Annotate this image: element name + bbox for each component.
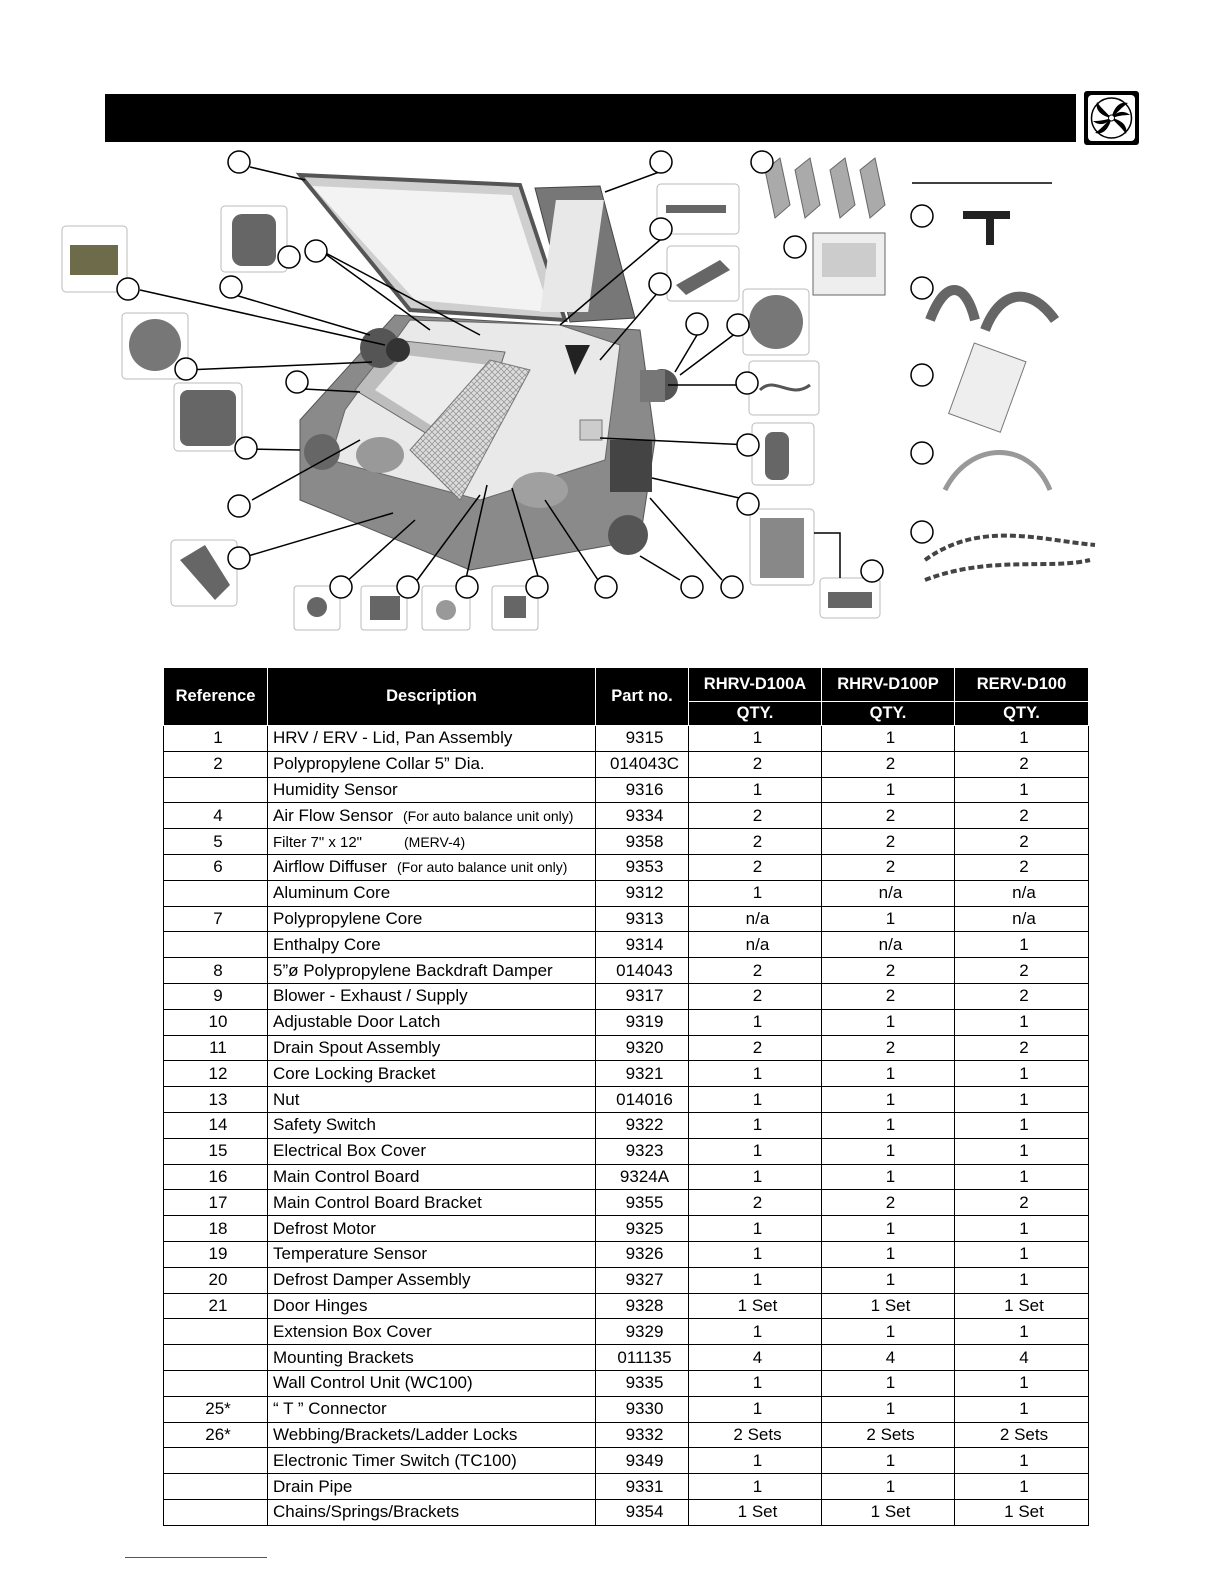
row-qty-2: 1 — [822, 1241, 955, 1267]
row-description — [268, 1267, 596, 1293]
row-description — [268, 1345, 596, 1371]
table-row — [164, 1035, 1089, 1061]
parts-table — [163, 667, 1089, 1526]
parts-table-body — [164, 726, 1089, 1526]
row-qty-2: 2 — [822, 1190, 955, 1216]
table-row — [164, 777, 1089, 803]
row-part-number: 9320 — [596, 1035, 689, 1061]
table-row — [164, 1293, 1089, 1319]
row-qty-2: 1 Set — [822, 1293, 955, 1319]
row-qty-2: 1 — [822, 1061, 955, 1087]
row-part-number: 9316 — [596, 777, 689, 803]
row-qty-2: 1 — [822, 1448, 955, 1474]
row-qty-3: 4 — [955, 1345, 1089, 1371]
row-description — [268, 854, 596, 880]
row-qty-3: 1 — [955, 1216, 1089, 1242]
row-qty-1: 1 — [689, 1138, 822, 1164]
row-qty-2: n/a — [822, 932, 955, 958]
row-description-text: Door Hinges — [273, 1295, 368, 1315]
header-reference: Reference — [164, 668, 268, 726]
row-description — [268, 1499, 596, 1525]
row-part-number: 9329 — [596, 1319, 689, 1345]
lid-inner-panel — [312, 186, 550, 312]
row-qty-2: 1 — [822, 777, 955, 803]
row-reference: 21 — [164, 1293, 268, 1319]
row-reference — [164, 1345, 268, 1371]
table-row — [164, 1319, 1089, 1345]
header-qty-3: QTY. — [955, 702, 1089, 726]
row-part-number: 9349 — [596, 1448, 689, 1474]
row-qty-3: 1 — [955, 1112, 1089, 1138]
row-qty-2: 1 — [822, 1112, 955, 1138]
row-reference: 11 — [164, 1035, 268, 1061]
row-part-number: 9313 — [596, 906, 689, 932]
row-part-number: 9355 — [596, 1190, 689, 1216]
table-row — [164, 854, 1089, 880]
row-qty-3: 1 — [955, 1061, 1089, 1087]
row-description-text: Humidity Sensor — [273, 779, 398, 799]
row-qty-2: 1 — [822, 1138, 955, 1164]
row-part-number: 9354 — [596, 1499, 689, 1525]
header-model-2: RHRV-D100P — [822, 668, 955, 702]
row-description-text: Wall Control Unit (WC100) — [273, 1373, 473, 1393]
row-reference: 10 — [164, 1009, 268, 1035]
row-qty-1: 4 — [689, 1345, 822, 1371]
row-reference: 26* — [164, 1422, 268, 1448]
row-description — [268, 1396, 596, 1422]
section-header-bar — [105, 94, 1076, 142]
table-row — [164, 829, 1089, 855]
row-qty-1: 1 — [689, 777, 822, 803]
row-description — [268, 1087, 596, 1113]
row-description-text: Nut — [273, 1089, 300, 1109]
table-row — [164, 1267, 1089, 1293]
row-qty-3: 1 — [955, 1241, 1089, 1267]
row-qty-1: 2 — [689, 1035, 822, 1061]
row-qty-2: 1 — [822, 906, 955, 932]
header-qty-2: QTY. — [822, 702, 955, 726]
row-qty-3: 1 — [955, 1319, 1089, 1345]
row-part-number: 9315 — [596, 726, 689, 752]
row-qty-2: 1 — [822, 726, 955, 752]
row-qty-1: 2 — [689, 854, 822, 880]
row-qty-3: 1 — [955, 1138, 1089, 1164]
row-reference — [164, 1448, 268, 1474]
table-row — [164, 1009, 1089, 1035]
row-description — [268, 880, 596, 906]
row-qty-1: 2 Sets — [689, 1422, 822, 1448]
row-description-text: Electronic Timer Switch (TC100) — [273, 1450, 517, 1470]
table-row — [164, 1138, 1089, 1164]
row-qty-2: 1 — [822, 1216, 955, 1242]
row-reference — [164, 1474, 268, 1500]
row-qty-2: 1 — [822, 1474, 955, 1500]
row-description-text: Electrical Box Cover — [273, 1141, 427, 1161]
row-qty-3: 2 — [955, 803, 1089, 829]
table-row — [164, 1190, 1089, 1216]
row-description — [268, 1112, 596, 1138]
row-qty-1: 2 — [689, 958, 822, 984]
row-description-note: (MERV-4) — [404, 833, 466, 850]
row-description — [268, 1474, 596, 1500]
table-row — [164, 958, 1089, 984]
row-qty-1: 1 — [689, 1112, 822, 1138]
row-description — [268, 1035, 596, 1061]
row-reference: 25* — [164, 1396, 268, 1422]
row-qty-1: 1 — [689, 1164, 822, 1190]
table-row — [164, 983, 1089, 1009]
row-reference — [164, 1499, 268, 1525]
row-description — [268, 726, 596, 752]
row-qty-3: 2 — [955, 1190, 1089, 1216]
row-description-note: (For auto balance unit only) — [397, 859, 568, 876]
row-description — [268, 958, 596, 984]
row-qty-1: 1 — [689, 1370, 822, 1396]
row-description — [268, 1370, 596, 1396]
row-description-text: Drain Pipe — [273, 1476, 353, 1496]
row-description-text: HRV / ERV - Lid, Pan Assembly — [273, 728, 513, 748]
row-part-number: 9327 — [596, 1267, 689, 1293]
row-qty-1: 1 — [689, 1448, 822, 1474]
row-qty-2: 2 — [822, 751, 955, 777]
row-qty-3: 2 — [955, 751, 1089, 777]
row-qty-3: 1 — [955, 1396, 1089, 1422]
row-qty-2: 2 — [822, 958, 955, 984]
row-description-text: Airflow Diffuser — [273, 857, 387, 877]
row-qty-2: 2 — [822, 829, 955, 855]
row-qty-1: 1 — [689, 1216, 822, 1242]
row-description-text: Temperature Sensor — [273, 1244, 428, 1264]
row-description-text: 5”ø Polypropylene Backdraft Damper — [273, 960, 553, 980]
row-reference: 9 — [164, 983, 268, 1009]
row-qty-1: 2 — [689, 1190, 822, 1216]
table-row — [164, 1422, 1089, 1448]
row-qty-1: 1 — [689, 880, 822, 906]
row-part-number: 9325 — [596, 1216, 689, 1242]
row-reference: 6 — [164, 854, 268, 880]
row-qty-3: 1 — [955, 932, 1089, 958]
row-qty-1: 2 — [689, 751, 822, 777]
row-part-number: 011135 — [596, 1345, 689, 1371]
row-qty-2: 2 — [822, 1035, 955, 1061]
table-row — [164, 726, 1089, 752]
row-description-text: Extension Box Cover — [273, 1321, 432, 1341]
row-description — [268, 1138, 596, 1164]
table-row — [164, 1087, 1089, 1113]
row-qty-1: n/a — [689, 906, 822, 932]
row-part-number: 9319 — [596, 1009, 689, 1035]
row-qty-2: 2 — [822, 803, 955, 829]
row-part-number: 9312 — [596, 880, 689, 906]
row-qty-3: n/a — [955, 906, 1089, 932]
row-reference: 16 — [164, 1164, 268, 1190]
row-description-text: Mounting Brackets — [273, 1347, 414, 1367]
row-qty-2: 2 Sets — [822, 1422, 955, 1448]
row-description — [268, 1422, 596, 1448]
row-qty-3: 1 — [955, 1164, 1089, 1190]
row-reference — [164, 932, 268, 958]
row-part-number: 9317 — [596, 983, 689, 1009]
row-qty-1: 1 — [689, 1474, 822, 1500]
row-reference: 18 — [164, 1216, 268, 1242]
fan-logo-icon — [1084, 91, 1139, 145]
row-qty-1: 1 — [689, 1396, 822, 1422]
row-qty-3: 1 — [955, 1474, 1089, 1500]
row-description-text: Polypropylene Collar 5” Dia. — [273, 754, 485, 774]
row-qty-1: 1 Set — [689, 1499, 822, 1525]
row-qty-1: 1 Set — [689, 1293, 822, 1319]
row-qty-3: 1 — [955, 1087, 1089, 1113]
row-qty-2: 2 — [822, 983, 955, 1009]
table-row — [164, 1345, 1089, 1371]
row-qty-3: 2 — [955, 958, 1089, 984]
table-row — [164, 906, 1089, 932]
row-reference: 12 — [164, 1061, 268, 1087]
row-part-number: 9332 — [596, 1422, 689, 1448]
row-qty-1: 1 — [689, 726, 822, 752]
row-part-number: 9314 — [596, 932, 689, 958]
table-row — [164, 1112, 1089, 1138]
row-reference: 4 — [164, 803, 268, 829]
row-description — [268, 751, 596, 777]
row-qty-3: 1 Set — [955, 1499, 1089, 1525]
row-description — [268, 829, 596, 855]
row-description-text: Main Control Board — [273, 1166, 420, 1186]
row-qty-3: 2 — [955, 1035, 1089, 1061]
table-row — [164, 880, 1089, 906]
row-qty-1: 2 — [689, 829, 822, 855]
table-row — [164, 1499, 1089, 1525]
row-reference: 1 — [164, 726, 268, 752]
row-description — [268, 983, 596, 1009]
table-row — [164, 803, 1089, 829]
row-qty-2: 4 — [822, 1345, 955, 1371]
row-description — [268, 803, 596, 829]
row-qty-1: 1 — [689, 1061, 822, 1087]
row-reference: 8 — [164, 958, 268, 984]
row-qty-3: 1 — [955, 1267, 1089, 1293]
header-model-1: RHRV-D100A — [689, 668, 822, 702]
table-row — [164, 1216, 1089, 1242]
row-reference: 14 — [164, 1112, 268, 1138]
row-qty-1: 2 — [689, 983, 822, 1009]
table-row — [164, 932, 1089, 958]
row-qty-3: 2 — [955, 854, 1089, 880]
row-part-number: 9331 — [596, 1474, 689, 1500]
row-qty-3: 2 — [955, 829, 1089, 855]
row-part-number: 9323 — [596, 1138, 689, 1164]
row-description — [268, 1319, 596, 1345]
row-description-note: (For auto balance unit only) — [402, 807, 574, 824]
row-reference — [164, 1370, 268, 1396]
row-description — [268, 777, 596, 803]
row-part-number: 9328 — [596, 1293, 689, 1319]
row-description-text: Filter 7" x 12" — [273, 833, 363, 851]
row-description — [268, 1190, 596, 1216]
row-qty-3: 1 — [955, 1448, 1089, 1474]
row-qty-3: 2 — [955, 983, 1089, 1009]
row-part-number: 9330 — [596, 1396, 689, 1422]
row-description-text: Defrost Motor — [273, 1218, 376, 1238]
row-part-number: 9353 — [596, 854, 689, 880]
row-reference: 7 — [164, 906, 268, 932]
row-qty-2: 1 — [822, 1396, 955, 1422]
row-part-number: 9321 — [596, 1061, 689, 1087]
row-qty-3: 1 — [955, 726, 1089, 752]
row-qty-1: 1 — [689, 1319, 822, 1345]
row-qty-1: 1 — [689, 1241, 822, 1267]
exploded-parts-diagram — [0, 140, 1224, 640]
row-description — [268, 1241, 596, 1267]
row-part-number: 9326 — [596, 1241, 689, 1267]
row-description-text: Enthalpy Core — [273, 934, 381, 954]
row-qty-1: 1 — [689, 1267, 822, 1293]
row-qty-3: 1 — [955, 1009, 1089, 1035]
row-part-number: 014043C — [596, 751, 689, 777]
row-reference: 13 — [164, 1087, 268, 1113]
row-part-number: 9358 — [596, 829, 689, 855]
table-row — [164, 1396, 1089, 1422]
row-part-number: 9324A — [596, 1164, 689, 1190]
row-description-text: Adjustable Door Latch — [273, 1012, 441, 1032]
row-description — [268, 906, 596, 932]
row-reference — [164, 880, 268, 906]
row-qty-3: 1 Set — [955, 1293, 1089, 1319]
header-qty-1: QTY. — [689, 702, 822, 726]
row-description-text: Safety Switch — [273, 1115, 376, 1135]
row-reference: 20 — [164, 1267, 268, 1293]
row-description-text: Main Control Board Bracket — [273, 1192, 482, 1212]
row-reference: 15 — [164, 1138, 268, 1164]
row-reference: 5 — [164, 829, 268, 855]
table-row — [164, 1370, 1089, 1396]
row-description — [268, 1164, 596, 1190]
row-part-number: 014043 — [596, 958, 689, 984]
header-description: Description — [268, 668, 596, 726]
row-qty-1: 1 — [689, 1009, 822, 1035]
row-description-text: Core Locking Bracket — [273, 1063, 436, 1083]
row-qty-3: 2 Sets — [955, 1422, 1089, 1448]
header-part-no: Part no. — [596, 668, 689, 726]
row-qty-3: 1 — [955, 777, 1089, 803]
row-reference: 19 — [164, 1241, 268, 1267]
row-description-text: Drain Spout Assembly — [273, 1037, 441, 1057]
row-description-text: Defrost Damper Assembly — [273, 1270, 471, 1290]
row-description-text: Chains/Springs/Brackets — [273, 1502, 460, 1522]
row-reference: 2 — [164, 751, 268, 777]
row-description-text: Webbing/Brackets/Ladder Locks — [273, 1424, 518, 1444]
row-part-number: 9334 — [596, 803, 689, 829]
row-qty-2: 1 — [822, 1370, 955, 1396]
row-description — [268, 932, 596, 958]
header-model-3: RERV-D100 — [955, 668, 1089, 702]
row-qty-2: 2 — [822, 854, 955, 880]
row-description-text: Aluminum Core — [273, 883, 391, 903]
row-description-text: Polypropylene Core — [273, 908, 423, 928]
table-row — [164, 1448, 1089, 1474]
row-qty-2: 1 — [822, 1087, 955, 1113]
row-part-number: 014016 — [596, 1087, 689, 1113]
row-part-number: 9322 — [596, 1112, 689, 1138]
row-qty-2: 1 Set — [822, 1499, 955, 1525]
row-description — [268, 1448, 596, 1474]
row-qty-2: 1 — [822, 1267, 955, 1293]
row-reference — [164, 1319, 268, 1345]
row-qty-1: 2 — [689, 803, 822, 829]
row-part-number: 9335 — [596, 1370, 689, 1396]
row-qty-1: n/a — [689, 932, 822, 958]
row-description — [268, 1009, 596, 1035]
row-reference — [164, 777, 268, 803]
row-reference: 17 — [164, 1190, 268, 1216]
row-description-text: Blower - Exhaust / Supply — [273, 986, 468, 1006]
footer-link-underline — [125, 1557, 267, 1558]
table-row — [164, 1474, 1089, 1500]
row-qty-3: n/a — [955, 880, 1089, 906]
row-qty-2: 1 — [822, 1009, 955, 1035]
table-row — [164, 751, 1089, 777]
row-qty-1: 1 — [689, 1087, 822, 1113]
row-qty-2: 1 — [822, 1319, 955, 1345]
row-description — [268, 1061, 596, 1087]
row-qty-2: n/a — [822, 880, 955, 906]
row-description-text: Air Flow Sensor — [273, 805, 393, 825]
table-row — [164, 1061, 1089, 1087]
table-row — [164, 1241, 1089, 1267]
table-row — [164, 1164, 1089, 1190]
row-qty-3: 1 — [955, 1370, 1089, 1396]
row-description-text: “ T ” Connector — [273, 1399, 387, 1419]
row-description — [268, 1293, 596, 1319]
row-qty-2: 1 — [822, 1164, 955, 1190]
row-description — [268, 1216, 596, 1242]
